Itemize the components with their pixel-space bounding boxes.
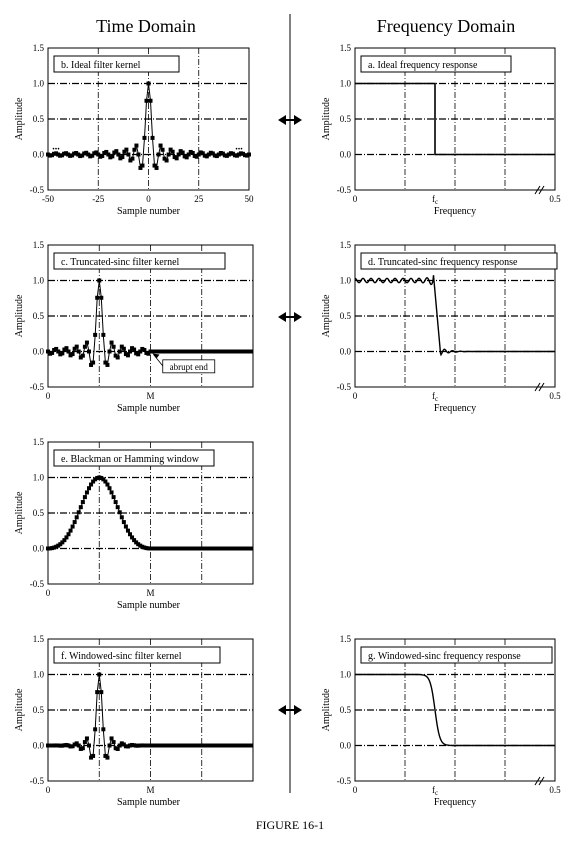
x-tick-label: 0	[45, 785, 51, 795]
data-point	[140, 164, 144, 168]
data-point	[85, 736, 89, 740]
data-point	[99, 296, 103, 300]
data-point	[108, 350, 112, 354]
chart-title: c. Truncated-sinc filter kernel	[61, 257, 180, 268]
data-point	[81, 354, 85, 358]
data-point	[71, 525, 75, 529]
y-tick-label: -0.5	[336, 776, 351, 786]
continuation-dots: ...	[52, 141, 60, 153]
data-point	[110, 736, 114, 740]
data-point	[87, 350, 91, 354]
x-tick-label: $f_c$	[431, 785, 439, 797]
chart-f	[14, 634, 253, 808]
data-point	[77, 744, 81, 748]
data-point	[161, 148, 165, 152]
data-point	[144, 99, 148, 103]
y-axis-label: Amplitude	[321, 688, 332, 732]
data-point	[247, 153, 251, 157]
y-tick-label: -0.5	[29, 776, 44, 786]
y-tick-label: 0.0	[339, 149, 351, 160]
data-point	[110, 341, 114, 345]
data-point	[83, 740, 87, 744]
data-point	[149, 99, 153, 103]
chart-c	[14, 240, 253, 414]
data-point	[159, 144, 163, 148]
data-point	[81, 746, 85, 750]
data-point	[77, 510, 81, 514]
x-axis-label: Frequency	[433, 206, 477, 217]
data-point	[75, 345, 79, 349]
figure-label: FIGURE 16-1	[255, 818, 325, 832]
x-tick-label: -25	[92, 194, 105, 204]
y-tick-label: 0.5	[339, 705, 351, 715]
data-point	[105, 483, 109, 487]
y-axis-label: Amplitude	[14, 294, 25, 338]
data-point	[157, 153, 161, 157]
data-point	[79, 505, 83, 509]
data-point	[93, 727, 97, 731]
y-tick-label: 1.0	[32, 275, 44, 286]
domain-arrow-head-right	[294, 115, 302, 125]
chart-title: d. Truncated-sinc frequency response	[368, 257, 518, 268]
data-point	[167, 153, 171, 157]
callout-text: abrupt end	[169, 361, 208, 372]
y-tick-label: 0.0	[32, 543, 44, 554]
data-point	[110, 490, 114, 494]
y-tick-label: 1.0	[339, 669, 351, 680]
data-point	[85, 490, 89, 494]
y-axis-label: Amplitude	[321, 97, 332, 141]
y-tick-label: 0.0	[32, 346, 44, 357]
data-point	[130, 157, 134, 161]
y-tick-label: 0.0	[339, 740, 351, 751]
data-point	[83, 495, 87, 499]
y-tick-label: 1.5	[339, 43, 351, 53]
data-point	[97, 279, 101, 283]
data-point	[105, 363, 109, 367]
data-point	[67, 532, 71, 536]
data-point	[175, 156, 179, 160]
data-point	[108, 486, 112, 490]
y-tick-label: 1.5	[32, 43, 44, 53]
data-point	[134, 144, 138, 148]
data-point	[87, 744, 91, 748]
data-point	[99, 690, 103, 694]
data-point	[120, 515, 124, 519]
data-point	[91, 361, 95, 365]
data-point	[132, 148, 136, 152]
data-point	[181, 151, 185, 155]
data-point	[116, 355, 120, 359]
data-point	[120, 155, 124, 159]
chart-title: e. Blackman or Hamming window	[61, 454, 200, 465]
data-point	[67, 350, 71, 354]
chart-e	[14, 437, 253, 611]
y-tick-label: 0.5	[339, 114, 351, 124]
y-tick-label: 1.5	[32, 437, 44, 447]
x-tick-label: -50	[42, 194, 54, 204]
y-axis-label: Amplitude	[14, 97, 25, 141]
chart-a	[321, 43, 561, 217]
y-tick-label: 0.5	[32, 508, 44, 518]
x-tick-label: M	[146, 391, 155, 401]
data-point	[73, 520, 77, 524]
data-point	[132, 348, 136, 352]
data-point	[83, 345, 87, 349]
y-tick-label: -0.5	[29, 579, 44, 589]
callout-arrowhead	[153, 354, 160, 359]
x-axis-label: Sample number	[116, 403, 181, 414]
data-point	[77, 350, 81, 354]
data-point	[116, 153, 120, 157]
x-tick-label: 0	[352, 194, 358, 204]
y-tick-label: 1.0	[339, 78, 351, 89]
data-point	[136, 153, 140, 157]
y-tick-label: 1.0	[32, 669, 44, 680]
data-point	[112, 740, 116, 744]
data-point	[126, 529, 130, 533]
x-tick-label: $f_c$	[431, 194, 439, 206]
x-tick-label: 0	[352, 391, 358, 401]
y-axis-label: Amplitude	[14, 491, 25, 535]
data-point	[118, 350, 122, 354]
x-tick-label: 0	[45, 588, 51, 598]
data-point	[165, 158, 169, 162]
time-domain-heading: Time Domain	[96, 16, 196, 36]
data-point	[105, 756, 109, 760]
data-point	[101, 727, 105, 731]
y-tick-label: 0.5	[339, 311, 351, 321]
data-point	[60, 351, 64, 355]
domain-arrow-head-right	[294, 312, 302, 322]
x-tick-label: M	[146, 785, 155, 795]
x-tick-label: 0	[45, 391, 51, 401]
y-tick-label: 0.0	[32, 740, 44, 751]
domain-arrow-head-right	[294, 705, 302, 715]
data-point	[124, 148, 128, 152]
data-point	[142, 136, 146, 140]
y-tick-label: 0.0	[339, 346, 351, 357]
data-point	[95, 690, 99, 694]
data-point	[118, 510, 122, 514]
chart-b	[14, 43, 254, 217]
data-point	[71, 352, 75, 356]
data-point	[124, 525, 128, 529]
data-point	[97, 673, 101, 677]
frequency-domain-heading: Frequency Domain	[376, 16, 516, 36]
y-tick-label: 0.0	[32, 149, 44, 160]
chart-title: f. Windowed-sinc filter kernel	[61, 651, 182, 662]
x-axis-label: Frequency	[433, 403, 477, 414]
y-tick-label: 1.5	[32, 240, 44, 250]
chart-title: g. Windowed-sinc frequency response	[368, 651, 521, 662]
x-axis-label: Sample number	[116, 797, 181, 808]
data-point	[110, 154, 114, 158]
y-tick-label: 0.5	[32, 114, 44, 124]
charts-layer	[14, 43, 561, 808]
x-tick-label: 0	[146, 194, 151, 204]
data-point	[116, 505, 120, 509]
data-point	[122, 347, 126, 351]
chart-g	[321, 634, 561, 808]
y-axis-label: Amplitude	[321, 294, 332, 338]
y-tick-label: 1.0	[32, 78, 44, 89]
y-tick-label: 1.0	[32, 472, 44, 483]
y-axis-label: Amplitude	[14, 688, 25, 732]
data-point	[81, 500, 85, 504]
y-tick-label: 1.0	[339, 275, 351, 286]
data-point	[95, 296, 99, 300]
data-point	[112, 495, 116, 499]
x-tick-label: $f_c$	[431, 391, 439, 403]
data-point	[108, 744, 112, 748]
x-tick-label: M	[146, 588, 155, 598]
data-point	[126, 153, 130, 157]
x-tick-label: 0.5	[549, 391, 561, 401]
domain-arrow-head-left	[278, 705, 286, 715]
y-tick-label: -0.5	[336, 185, 351, 195]
y-tick-label: -0.5	[29, 382, 44, 392]
x-axis-label: Sample number	[116, 600, 181, 611]
data-point	[151, 136, 155, 140]
data-point	[85, 341, 89, 345]
y-tick-label: 0.5	[32, 705, 44, 715]
y-tick-label: -0.5	[29, 185, 44, 195]
data-point	[75, 515, 79, 519]
y-tick-label: -0.5	[336, 382, 351, 392]
data-point	[101, 333, 105, 337]
data-point	[155, 166, 159, 170]
chart-title: a. Ideal frequency response	[368, 60, 478, 71]
data-point	[171, 150, 175, 154]
y-tick-label: 1.5	[339, 240, 351, 250]
domain-arrow-head-left	[278, 312, 286, 322]
domain-arrow-head-left	[278, 115, 286, 125]
x-tick-label: 25	[194, 194, 204, 204]
data-point	[93, 333, 97, 337]
y-tick-label: 1.5	[32, 634, 44, 644]
y-tick-label: 1.5	[339, 634, 351, 644]
chart-d	[321, 240, 561, 414]
data-point	[69, 529, 73, 533]
x-tick-label: 0.5	[549, 194, 561, 204]
data-point	[114, 500, 118, 504]
x-tick-label: 0	[352, 785, 358, 795]
data-point	[91, 754, 95, 758]
data-point	[122, 520, 126, 524]
x-axis-label: Frequency	[433, 797, 477, 808]
data-point	[87, 486, 91, 490]
data-point	[116, 747, 120, 751]
data-point	[147, 82, 151, 86]
x-tick-label: 50	[244, 194, 254, 204]
x-axis-label: Sample number	[116, 206, 181, 217]
continuation-dots: ...	[235, 141, 243, 153]
data-point	[112, 345, 116, 349]
y-tick-label: 0.5	[32, 311, 44, 321]
data-point	[126, 353, 130, 357]
x-tick-label: 0.5	[549, 785, 561, 795]
chart-title: b. Ideal filter kernel	[61, 60, 141, 71]
